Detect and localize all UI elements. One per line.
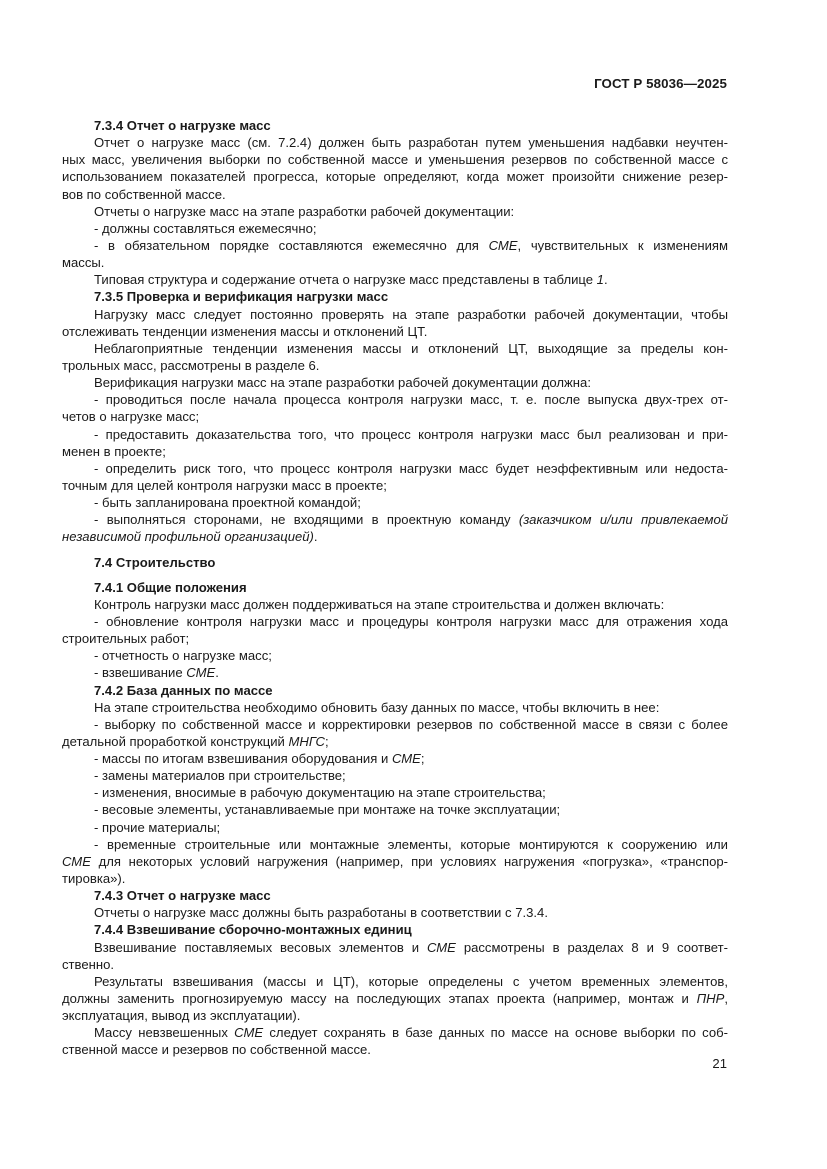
paragraph-line: трольных масс, рассмотрены в разделе 6. xyxy=(62,357,320,373)
paragraph-line: Отчет о нагрузке масс (см. 7.2.4) должен быть разработан путем уменьшения надбавки неучтен- xyxy=(94,135,728,151)
paragraph-line: Контроль нагрузки масс должен поддерживаться на этапе строительства и должен включать: xyxy=(94,596,665,612)
list-item: - быть запланирована проектной командой; xyxy=(94,495,361,511)
list-item: - должны составляться ежемесячно; xyxy=(94,220,317,236)
list-item-continuation: массы. xyxy=(62,255,105,271)
paragraph-line: Результаты взвешивания (массы и ЦТ), которые определены с учетом временных элементов, xyxy=(94,973,728,989)
paragraph-line: отслеживать тенденции изменения массы и отклонений ЦТ. xyxy=(62,323,428,339)
document-header: ГОСТ Р 58036—2025 xyxy=(594,76,727,91)
list-item: - выполняться сторонами, не входящими в проектную команду (заказчиком и/или привлекаемой xyxy=(94,512,729,528)
section-heading-7-4-1: 7.4.1 Общие положения xyxy=(94,579,247,595)
list-item: - взвешивание СМЕ. xyxy=(94,665,219,681)
list-item-continuation: СМЕ для некоторых условий нагружения (например, при условиях нагружения «погрузка», «транспор- xyxy=(62,853,728,869)
section-heading-7-4: 7.4 Строительство xyxy=(94,554,216,570)
section-heading-7-4-3: 7.4.3 Отчет о нагрузке масс xyxy=(94,888,271,904)
paragraph-line: Типовая структура и содержание отчета о нагрузке масс представлены в таблице 1. xyxy=(94,272,608,288)
paragraph-line: ственной массе и резервов по собственной массе. xyxy=(62,1042,371,1058)
section-heading-7-4-4: 7.4.4 Взвешивание сборочно-монтажных единиц xyxy=(94,922,412,938)
list-item-continuation: четов о нагрузке масс; xyxy=(62,409,200,425)
list-item: - изменения, вносимые в рабочую документацию на этапе строительства; xyxy=(94,785,546,801)
paragraph-line: Неблагоприятные тенденции изменения массы и отклонений ЦТ, выходящие за пределы кон- xyxy=(94,340,728,356)
paragraph-line: ных масс, увеличения выборки по собственной массе и уменьшения резервов по собственной массе с xyxy=(62,152,728,168)
paragraph-line: должны заменить прогнозируемую массу на последующих этапах проекта (например, монтаж и ПНР, xyxy=(62,991,728,1007)
list-item: - предоставить доказательства того, что процесс контроля нагрузки масс был реализован и при- xyxy=(94,426,728,442)
paragraph-line: эксплуатация, вывод из эксплуатации). xyxy=(62,1008,301,1024)
paragraph-line: Взвешивание поставляемых весовых элементов и СМЕ рассмотрены в разделах 8 и 9 соответ- xyxy=(94,939,728,955)
paragraph-line: Верификация нагрузки масс на этапе разработки рабочей документации должна: xyxy=(94,375,591,391)
list-item-continuation: строительных работ; xyxy=(62,631,190,647)
list-item: - временные строительные или монтажные элементы, которые монтируются к сооружению или xyxy=(94,836,728,852)
paragraph-line: Нагрузку масс следует постоянно проверять на этапе разработки рабочей документации, чтобы xyxy=(94,306,728,322)
list-item: - отчетность о нагрузке масс; xyxy=(94,648,272,664)
paragraph-line: Массу невзвешенных СМЕ следует сохранять в базе данных по массе на основе выборки по соб- xyxy=(94,1025,728,1041)
list-item: - прочие материалы; xyxy=(94,819,221,835)
list-item-continuation: детальной проработкой конструкций МНГС; xyxy=(62,733,329,749)
list-item: - замены материалов при строительстве; xyxy=(94,768,346,784)
list-item: - проводиться после начала процесса контроля нагрузки масс, т. е. после выпуска двух-трех от- xyxy=(94,392,728,408)
paragraph-line: ственно. xyxy=(62,956,115,972)
section-heading-7-3-4: 7.3.4 Отчет о нагрузке масс xyxy=(94,118,271,133)
paragraph-line: вов по собственной массе. xyxy=(62,186,226,202)
paragraph-line: Отчеты о нагрузке масс должны быть разработаны в соответствии с 7.3.4. xyxy=(94,905,548,921)
list-item: - массы по итогам взвешивания оборудования и СМЕ; xyxy=(94,751,425,767)
list-item: - весовые элементы, устанавливаемые при монтаже на точке эксплуатации; xyxy=(94,802,561,818)
list-item: - обновление контроля нагрузки масс и процедуры контроля нагрузки масс для отражения хода xyxy=(94,613,728,629)
paragraph-line: Отчеты о нагрузке масс на этапе разработки рабочей документации: xyxy=(94,203,515,219)
paragraph-line: использованием показателей прогресса, которые определяют, когда может произойти снижение резер- xyxy=(62,169,728,185)
list-item: - определить риск того, что процесс контроля нагрузки масс будет неэффективным или недоста- xyxy=(94,460,728,476)
section-heading-7-3-5: 7.3.5 Проверка и верификация нагрузки масс xyxy=(94,289,389,305)
list-item-continuation: точным для целей контроля нагрузки масс в проекте; xyxy=(62,477,387,493)
document-body xyxy=(62,117,728,1059)
list-item-continuation: менен в проекте; xyxy=(62,443,166,459)
section-heading-7-4-2: 7.4.2 База данных по массе xyxy=(94,682,273,698)
list-item: - в обязательном порядке составляются ежемесячно для СМЕ, чувствительных к изменениям xyxy=(94,237,728,253)
page-number: 21 xyxy=(712,1056,727,1071)
list-item: - выборку по собственной массе и корректировки резервов по собственной массе в связи с более xyxy=(94,716,728,732)
list-item-continuation: тировка»). xyxy=(62,871,126,887)
paragraph-line: На этапе строительства необходимо обновить базу данных по массе, чтобы включить в нее: xyxy=(94,699,660,715)
list-item-continuation: независимой профильной организацией). xyxy=(62,529,318,545)
